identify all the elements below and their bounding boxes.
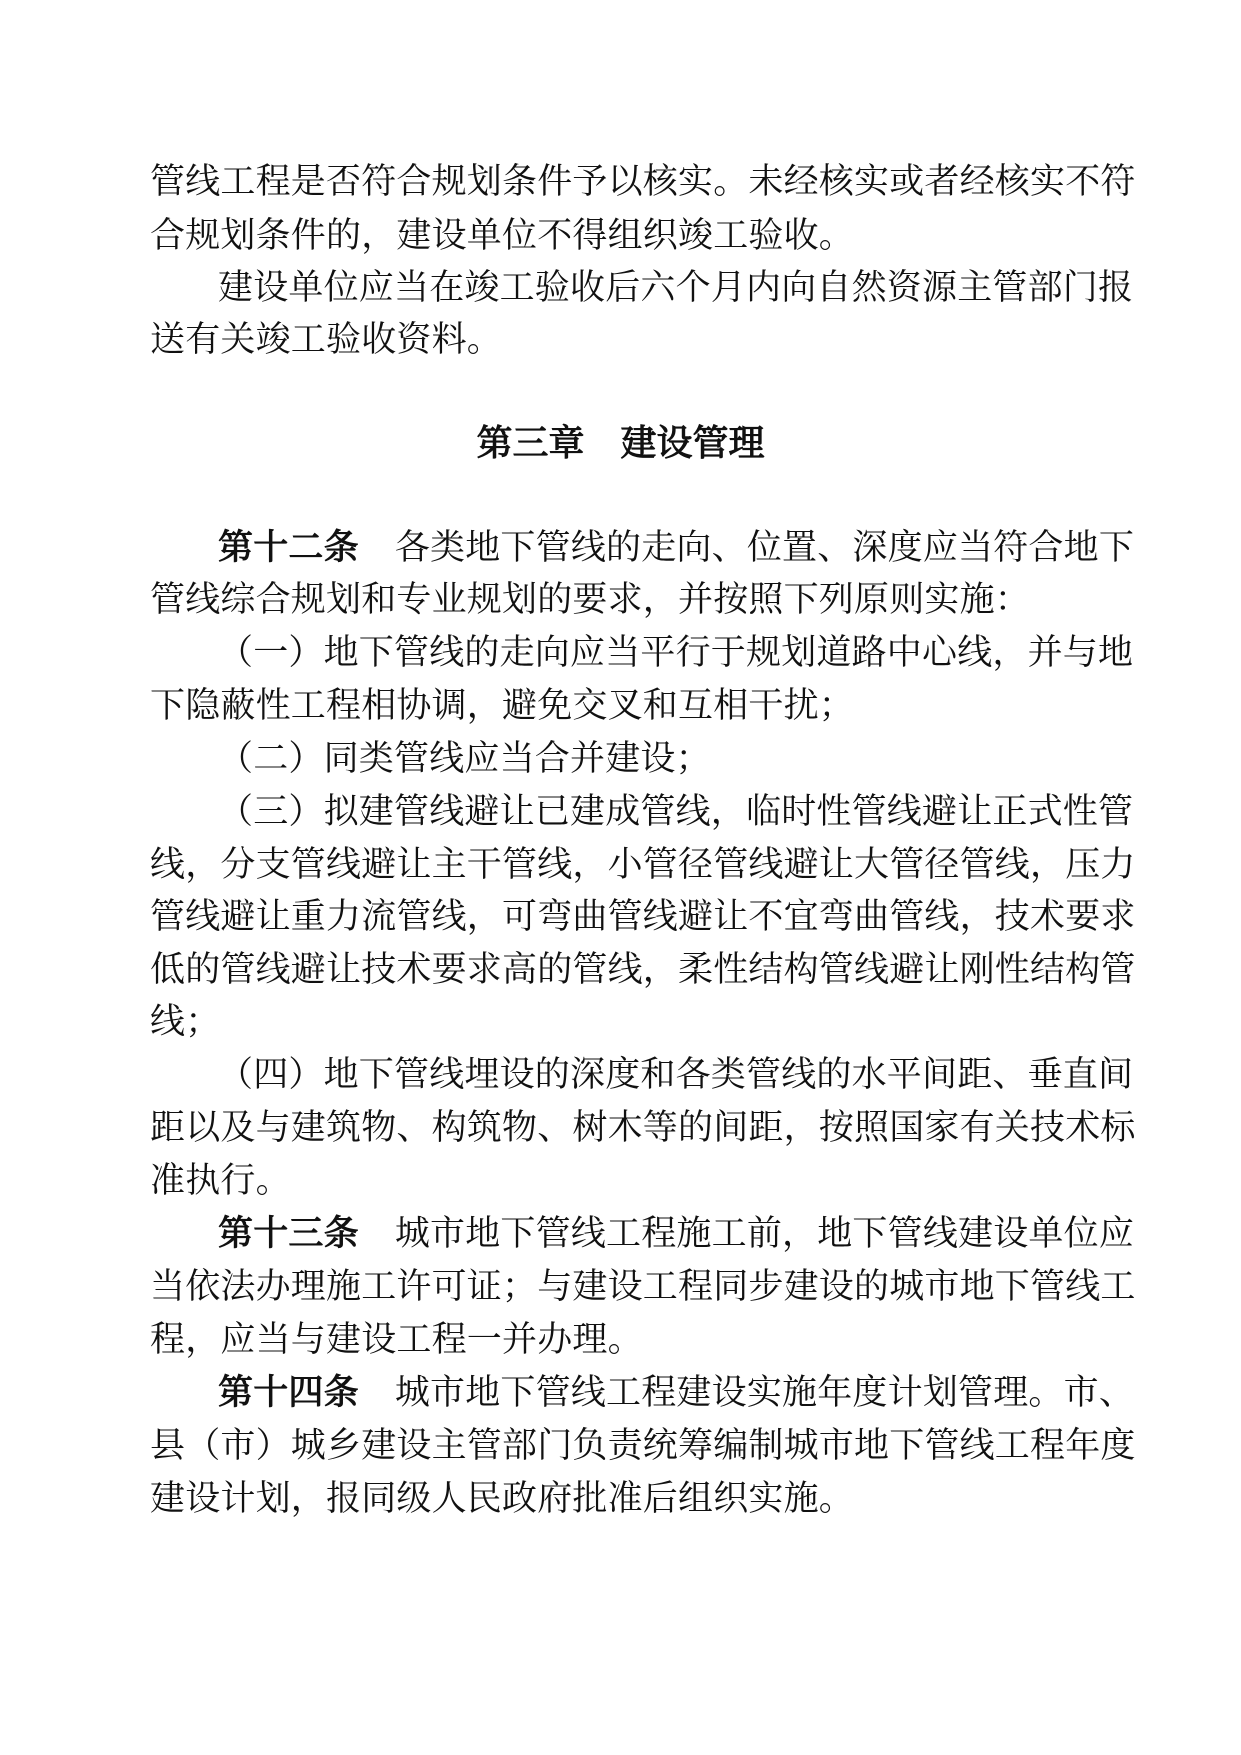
article-12-line-1 bbox=[218, 526, 1135, 570]
article-12-item-1-line-2: 下隐蔽性工程相协调，避免交叉和互相干扰； bbox=[150, 686, 855, 726]
article-13-line-3: 程，应当与建设工程一并办理。 bbox=[150, 1320, 643, 1360]
chapter-name: 建设管理 bbox=[620, 423, 765, 464]
report-paragraph-line-1: 建设单位应当在竣工验收后六个月内向自然资源主管部门报 bbox=[218, 268, 1134, 308]
chapter-number: 第三章 bbox=[476, 423, 585, 464]
article-13-text-1: 城市地下管线工程施工前，地下管线建设单位应 bbox=[394, 1214, 1135, 1254]
article-12-item-4-line-2: 距以及与建筑物、构筑物、树木等的间距，按照国家有关技术标 bbox=[150, 1108, 1136, 1148]
article-14-line-1 bbox=[218, 1371, 1135, 1415]
continuation-line-1: 管线工程是否符合规划条件予以核实。未经核实或者经核实不符 bbox=[150, 162, 1136, 202]
article-12-item-3-line-2: 线，分支管线避让主干管线，小管径管线避让大管径管线，压力 bbox=[150, 845, 1136, 885]
article-12-item-3-line-1: （三）拟建管线避让已建成管线，临时性管线避让正式性管 bbox=[218, 792, 1134, 832]
article-13-line-2: 当依法办理施工许可证；与建设工程同步建设的城市地下管线工 bbox=[150, 1267, 1136, 1307]
article-13-line-1 bbox=[218, 1212, 1135, 1256]
article-12-line-2: 管线综合规划和专业规划的要求，并按照下列原则实施： bbox=[150, 580, 1031, 620]
article-13-label: 第十三条 bbox=[218, 1214, 359, 1254]
report-paragraph-line-2: 送有关竣工验收资料。 bbox=[150, 320, 503, 360]
article-12-label: 第十二条 bbox=[218, 528, 359, 568]
article-14-line-2: 县（市）城乡建设主管部门负责统筹编制城市地下管线工程年度 bbox=[150, 1426, 1136, 1466]
article-14-text-1: 城市地下管线工程建设实施年度计划管理。市、 bbox=[394, 1373, 1135, 1413]
article-12-item-4-line-3: 准执行。 bbox=[150, 1161, 291, 1201]
article-12-item-4-line-1: （四）地下管线埋设的深度和各类管线的水平间距、垂直间 bbox=[218, 1055, 1134, 1095]
continuation-line-2: 合规划条件的，建设单位不得组织竣工验收。 bbox=[150, 216, 855, 256]
article-14-line-3: 建设计划，报同级人民政府批准后组织实施。 bbox=[150, 1479, 855, 1519]
article-12-item-3-line-5: 线； bbox=[150, 1002, 221, 1042]
chapter-heading bbox=[0, 422, 1241, 466]
article-12-item-2-line-1: （二）同类管线应当合并建设； bbox=[218, 739, 711, 779]
article-12-item-3-line-4: 低的管线避让技术要求高的管线，柔性结构管线避让刚性结构管 bbox=[150, 950, 1136, 990]
article-12-item-1-line-1: （一）地下管线的走向应当平行于规划道路中心线，并与地 bbox=[218, 633, 1134, 673]
article-14-label: 第十四条 bbox=[218, 1373, 359, 1413]
article-12-item-3-line-3: 管线避让重力流管线，可弯曲管线避让不宜弯曲管线，技术要求 bbox=[150, 897, 1136, 937]
article-12-text-1: 各类地下管线的走向、位置、深度应当符合地下 bbox=[394, 528, 1135, 568]
